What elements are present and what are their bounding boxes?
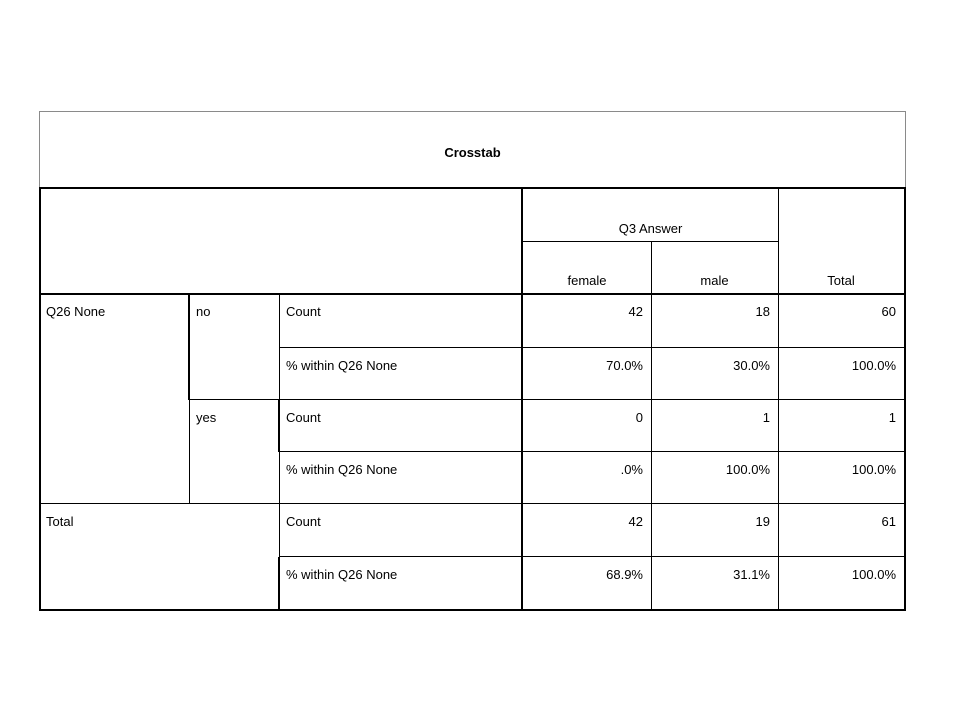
row-divider-line [279,451,906,452]
row-divider-line [279,556,906,557]
row-divider-line [39,503,906,504]
value-cell: 42 [628,304,643,319]
column-divider-line-bold [278,400,280,452]
column-divider-line-bold [521,187,523,611]
total-row-label: Total [46,514,74,529]
row-divider-line [189,399,906,400]
table-left-border [39,187,41,611]
value-cell: 70.0% [606,358,643,373]
value-cell: .0% [620,462,643,477]
value-cell: 60 [881,304,896,319]
value-cell: 100.0% [851,358,896,373]
table-bottom-border [39,609,906,611]
column-divider-line-bold [278,557,280,610]
value-cell: 19 [755,514,770,529]
value-cell: 61 [881,514,896,529]
value-cell: 100.0% [725,462,770,477]
value-cell: 31.1% [733,567,770,582]
value-cell: 42 [628,514,643,529]
stat-label: Count [286,304,321,319]
value-cell: 100.0% [851,462,896,477]
column-group-header: Q3 Answer [618,221,683,236]
column-divider-line-bold [188,294,190,400]
value-cell: 1 [888,410,896,425]
row-variable-label: Q26 None [46,304,106,319]
value-cell: 0 [635,410,643,425]
value-cell: 30.0% [733,358,770,373]
value-cell: 68.9% [606,567,643,582]
stat-label: % within Q26 None [286,567,398,582]
row-level-yes: yes [196,410,217,425]
value-cell: 100.0% [851,567,896,582]
stat-label: Count [286,514,321,529]
table-top-border [39,187,906,189]
header-bottom-border [39,293,906,295]
column-header-male: male [700,273,729,288]
stat-label: % within Q26 None [286,358,398,373]
stat-label: % within Q26 None [286,462,398,477]
value-cell: 18 [755,304,770,319]
value-cell: 1 [762,410,770,425]
column-header-female: female [567,273,607,288]
table-right-border [904,187,906,611]
column-header-total: Total [827,273,855,288]
row-divider-line [279,347,906,348]
row-level-no: no [196,304,211,319]
column-divider-line [651,242,652,610]
stat-label: Count [286,410,321,425]
column-divider-line [778,188,779,610]
table-title: Crosstab [39,111,906,188]
